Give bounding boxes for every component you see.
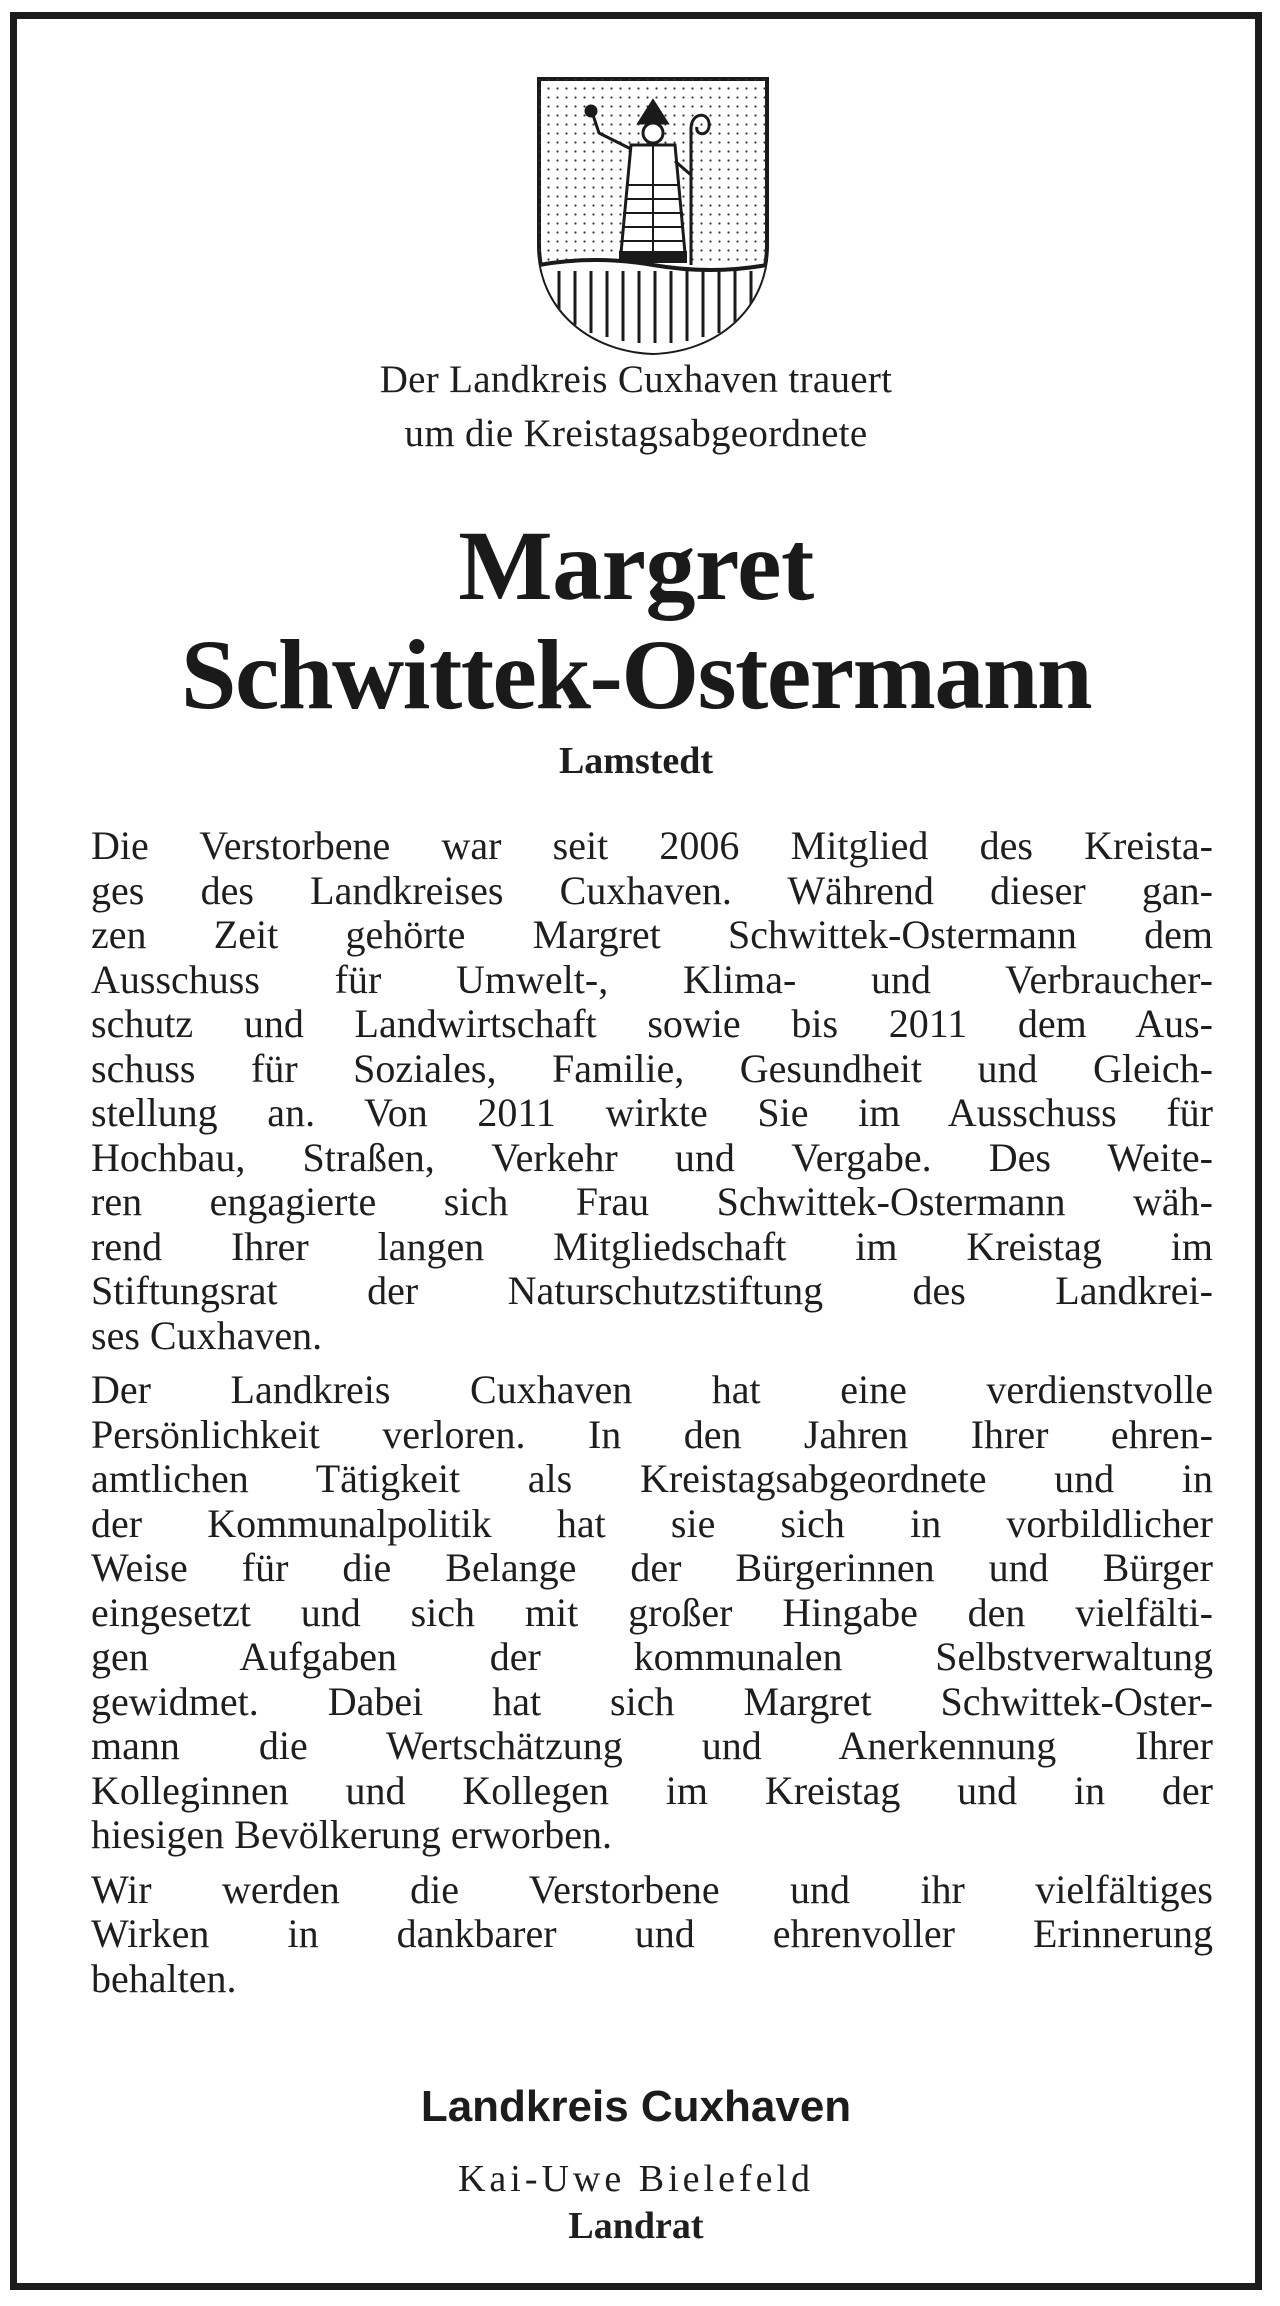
body-line: Die Verstorbene war seit 2006 Mitglied des Kreista-	[91, 823, 1213, 868]
body-line: Hochbau, Straßen, Verkehr und Vergabe. Des Weite-	[91, 1134, 1213, 1180]
body-line: mann die Wertschätzung und Anerkennung Ihrer	[91, 1723, 1213, 1768]
signature-name: Kai-Uwe Bielefeld	[457, 2158, 815, 2200]
body-line: Persönlichkeit verloren. In den Jahren Ihrer ehren-	[91, 1411, 1213, 1457]
body-line: schuss für Soziales, Familie, Gesundheit und Gleich-	[91, 1045, 1213, 1091]
paragraph-legacy	[91, 1368, 1213, 1858]
body-line: schutz und Landwirtschaft sowie bis 2011 dem Aus-	[91, 1001, 1213, 1046]
deceased-hometown: Lamstedt	[558, 740, 714, 782]
body-line: gewidmet. Dabei hat sich Margret Schwittek-Oster-	[91, 1678, 1213, 1724]
body-line: Wirken in dankbarer und ehrenvoller Erinnerung	[91, 1911, 1213, 1956]
body-line: Der Landkreis Cuxhaven hat eine verdienstvolle	[91, 1367, 1213, 1412]
signature-title: Landrat	[568, 2205, 704, 2247]
body-line: Ausschuss für Umwelt-, Klima- und Verbraucher-	[91, 956, 1213, 1002]
body-line: Stiftungsrat der Naturschutzstiftung des Landkrei-	[91, 1268, 1213, 1313]
body-line: Kolleginnen und Kollegen im Kreistag und in der	[91, 1767, 1213, 1813]
deceased-first-name: Margret	[458, 510, 814, 621]
obituary-body	[91, 824, 1213, 2011]
body-line: zen Zeit gehörte Margret Schwittek-Ostermann dem	[91, 912, 1213, 957]
body-line: eingesetzt und sich mit großer Hingabe den vielfälti-	[91, 1589, 1213, 1635]
body-line: Weise für die Belange der Bürgerinnen und Bürger	[91, 1545, 1213, 1590]
paragraph-remembrance	[91, 1868, 1213, 2002]
body-line: behalten.	[91, 1955, 237, 2001]
body-line: ges des Landkreises Cuxhaven. Während dieser gan-	[91, 867, 1213, 913]
body-line: hiesigen Bevölkerung erworben.	[91, 1812, 612, 1857]
obituary-notice	[10, 12, 1262, 2290]
deceased-surname: Schwittek-Ostermann	[180, 619, 1092, 730]
coat-of-arms-icon	[535, 75, 771, 357]
intro-line-1: Der Landkreis Cuxhaven trauert	[379, 358, 893, 401]
body-line: gen Aufgaben der kommunalen Selbstverwaltung	[91, 1634, 1213, 1679]
body-line: Wir werden die Verstorbene und ihr vielfältiges	[91, 1866, 1213, 1912]
intro-line-2: um die Kreistagsabgeordnete	[404, 412, 868, 455]
body-line: ses Cuxhaven.	[91, 1312, 323, 1358]
body-line: rend Ihrer langen Mitgliedschaft im Kreistag im	[91, 1223, 1213, 1269]
signature-organization: Landkreis Cuxhaven	[420, 2082, 852, 2131]
body-line: amtlichen Tätigkeit als Kreistagsabgeordnete und in	[91, 1456, 1213, 1501]
paragraph-tribute	[91, 824, 1213, 1358]
body-line: ren engagierte sich Frau Schwittek-Ostermann wäh-	[91, 1179, 1213, 1224]
body-line: stellung an. Von 2011 wirkte Sie im Ausschuss für	[91, 1090, 1213, 1135]
body-line: der Kommunalpolitik hat sie sich in vorbildlicher	[91, 1500, 1213, 1546]
